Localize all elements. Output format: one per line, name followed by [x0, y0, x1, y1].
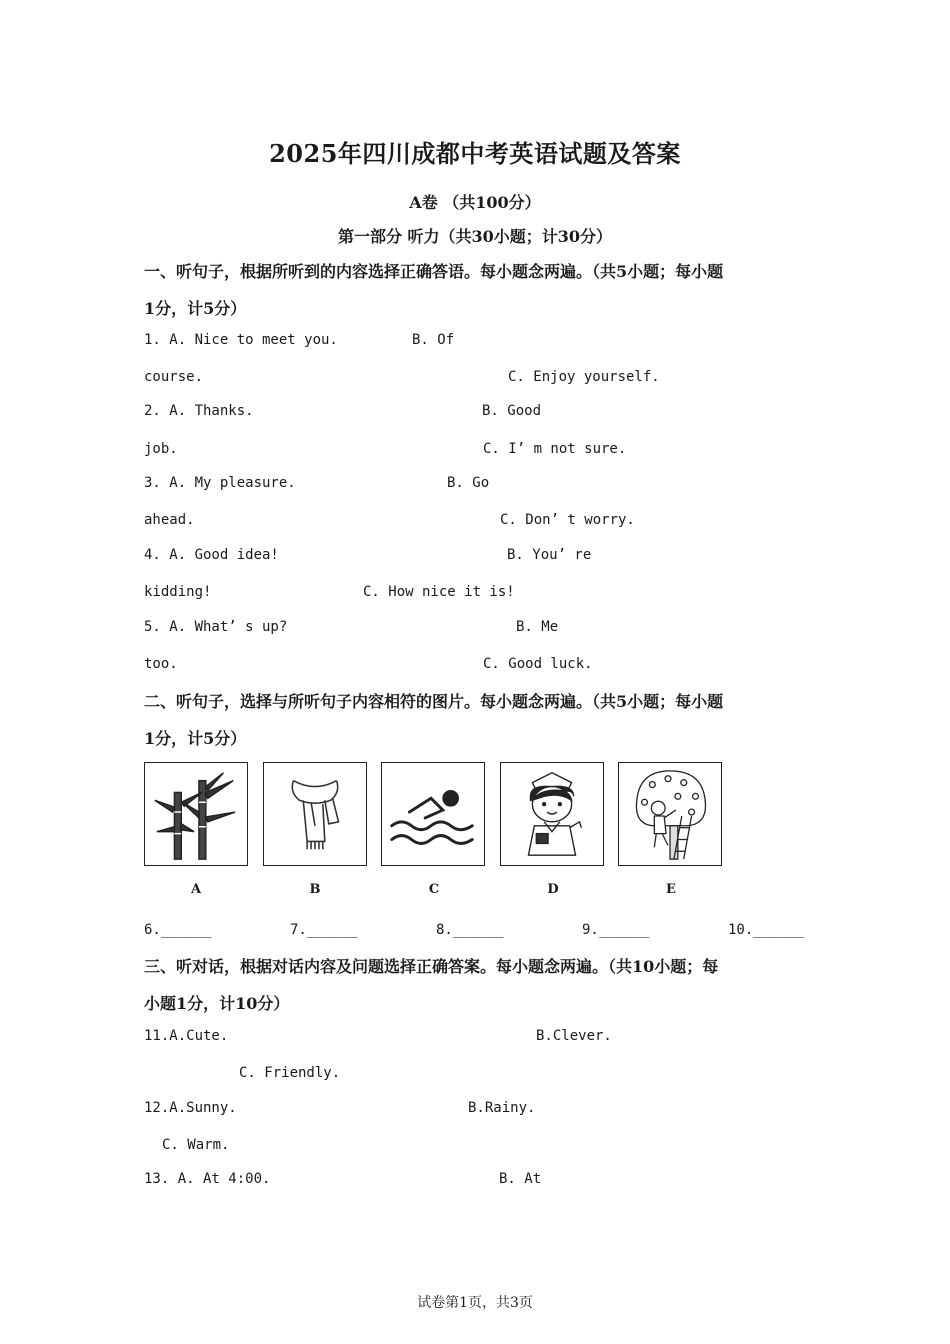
answer-blank-9: 9.______ — [582, 922, 650, 938]
q5-option-c: C. Good luck. — [483, 656, 593, 672]
picture-e — [618, 762, 722, 866]
q4-option-b-cont: kidding! — [144, 584, 212, 600]
volume-label: A卷 （共100分） — [409, 193, 541, 212]
q1-option-b-cont: course. — [144, 369, 204, 385]
picture-d — [500, 762, 604, 866]
picture-b-label: B — [309, 882, 321, 897]
swimming-icon — [382, 763, 484, 865]
picture-c-label: C — [428, 882, 440, 897]
section2-heading: 二、听句子，选择与所听句子内容相符的图片。每小题念两遍。（共5小题；每小题 — [144, 692, 724, 711]
page-title: 2025年四川成都中考英语试题及答案 — [269, 139, 681, 168]
section1-heading: 一、听句子，根据所听到的内容选择正确答语。每小题念两遍。（共5小题；每小题 — [144, 262, 724, 281]
q4-option-a: 4. A. Good idea! — [144, 547, 279, 563]
q5-option-b: B. Me — [516, 619, 559, 635]
q11-option-b: B.Clever. — [536, 1028, 612, 1044]
q12-option-b: B.Rainy. — [468, 1100, 536, 1116]
picture-d-label: D — [547, 882, 559, 897]
bamboo-icon — [145, 763, 247, 865]
answer-blank-10: 10.______ — [728, 922, 804, 938]
q3-option-a: 3. A. My pleasure. — [144, 475, 296, 491]
q13-option-b: B. At — [499, 1171, 542, 1187]
q2-option-c: C. I’ m not sure. — [483, 441, 627, 457]
apple-tree-icon — [619, 763, 721, 865]
q4-option-c: C. How nice it is! — [363, 584, 515, 600]
q1-option-b: B. Of — [412, 332, 455, 348]
q13-option-a: 13. A. At 4:00. — [144, 1171, 271, 1187]
section3-heading-cont: 小题1分，计10分） — [144, 994, 290, 1013]
picture-a-label: A — [190, 882, 202, 897]
answer-blank-6: 6.______ — [144, 922, 212, 938]
q12-option-a: 12.A.Sunny. — [144, 1100, 237, 1116]
nurse-icon — [501, 763, 603, 865]
picture-c — [381, 762, 485, 866]
scarf-icon — [264, 763, 366, 865]
picture-a — [144, 762, 248, 866]
q12-option-c: C. Warm. — [162, 1137, 230, 1153]
section1-heading-cont: 1分，计5分） — [144, 299, 247, 318]
q5-option-a: 5. A. What’ s up? — [144, 619, 288, 635]
q11-option-c: C. Friendly. — [239, 1065, 341, 1081]
q3-option-b-cont: ahead. — [144, 512, 195, 528]
q2-option-a: 2. A. Thanks. — [144, 403, 254, 419]
q4-option-b: B. You’ re — [507, 547, 592, 563]
section2-heading-cont: 1分，计5分） — [144, 729, 247, 748]
q5-option-b-cont: too. — [144, 656, 178, 672]
q3-option-c: C. Don’ t worry. — [500, 512, 635, 528]
q2-option-b-cont: job. — [144, 441, 178, 457]
q1-option-c: C. Enjoy yourself. — [508, 369, 660, 385]
part-label: 第一部分 听力（共30小题；计30分） — [337, 227, 613, 246]
picture-b — [263, 762, 367, 866]
q11-option-a: 11.A.Cute. — [144, 1028, 229, 1044]
q2-option-b: B. Good — [482, 403, 542, 419]
picture-e-label: E — [666, 882, 676, 897]
q3-option-b: B. Go — [447, 475, 490, 491]
answer-blank-7: 7.______ — [290, 922, 358, 938]
answer-blank-8: 8.______ — [436, 922, 504, 938]
page-footer: 试卷第1页，共3页 — [417, 1295, 533, 1311]
q1-option-a: 1. A. Nice to meet you. — [144, 332, 338, 348]
section3-heading: 三、听对话，根据对话内容及问题选择正确答案。每小题念两遍。（共10小题；每 — [144, 957, 719, 976]
